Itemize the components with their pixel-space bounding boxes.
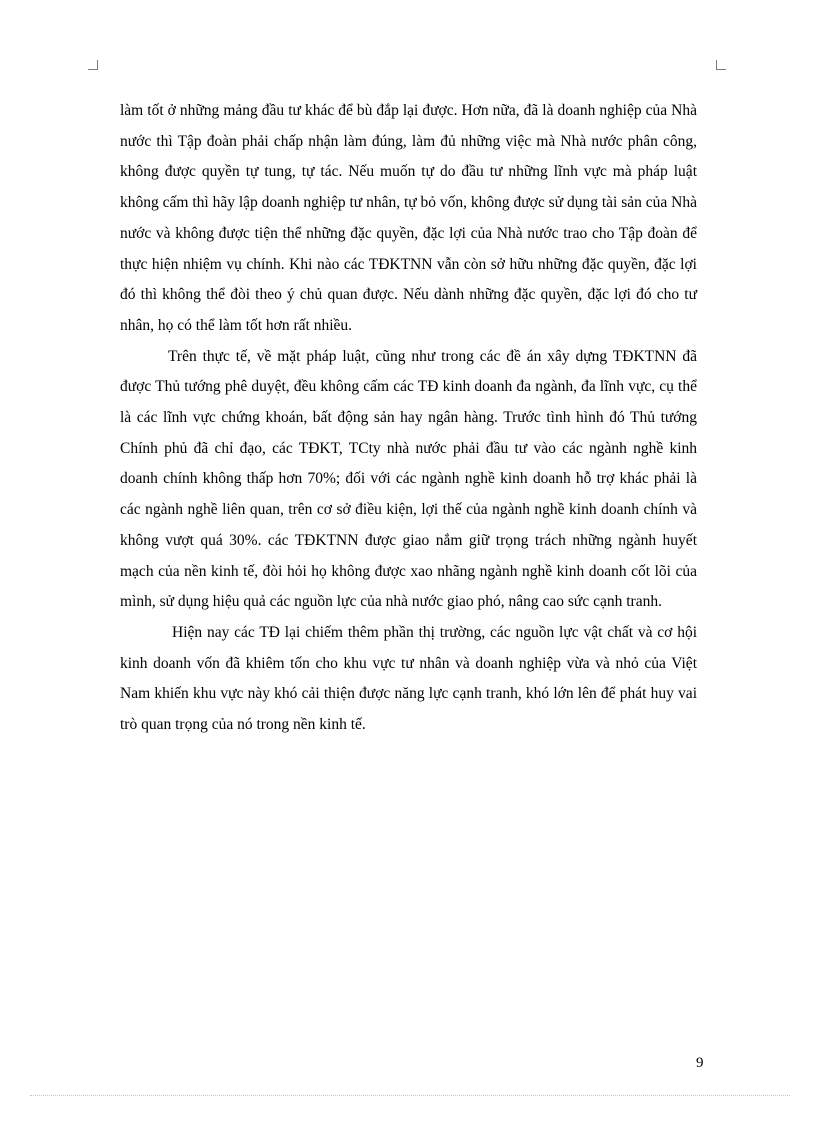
document-body <box>120 96 697 741</box>
page-corner-mark-right <box>716 60 726 70</box>
paragraph-3: Hiện nay các TĐ lại chiếm thêm phần thị trường, các nguồn lực vật chất và cơ hội kinh doanh vốn đã khiêm tốn cho khu vực tư nhân và doanh nghiệp vừa và nhỏ của Việt Nam khiến khu vực này khó cải thiện được năng lực cạnh tranh, khó lớn lên để phát huy vai trò quan trọng của nó trong nền kinh tế. <box>120 623 697 734</box>
page-number: 9 <box>696 1055 704 1071</box>
paragraph-2: Trên thực tế, về mặt pháp luật, cũng như trong các đề án xây dựng TĐKTNN đã được Thủ tướng phê duyệt, đều không cấm các TĐ kinh doanh đa ngành, đa lĩnh vực, cụ thể là các lĩnh vực chứng khoán, bất động sản hay ngân hàng. Trước tình hình đó Thủ tướng Chính phủ đã chỉ đạo, các TĐKT, TCty nhà nước phải đầu tư vào các ngành nghề kinh doanh chính không thấp hơn 70%; đối với các ngành nghề kinh doanh hỗ trợ khác phải là các ngành nghề liên quan, trên cơ sở điều kiện, lợi thế của ngành nghề kinh doanh chính và không vượt quá 30%. các TĐKTNN được giao nắm giữ trọng trách những ngành huyết mạch của nền kinh tế, đòi hỏi họ không được xao nhãng ngành nghề kinh doanh cốt lõi của mình, sử dụng hiệu quả các nguồn lực của nhà nước giao phó, nâng cao sức cạnh tranh. <box>120 347 697 611</box>
paragraph-1: làm tốt ở những mảng đầu tư khác để bù đắp lại được. Hơn nữa, đã là doanh nghiệp của Nhà nước thì Tập đoàn phải chấp nhận làm đúng, làm đủ những việc mà Nhà nước phân công, không được quyền tự tung, tự tác. Nếu muốn tự do đầu tư những lĩnh vực mà pháp luật không cấm thì hãy lập doanh nghiệp tư nhân, tự bỏ vốn, không được sử dụng tài sản của Nhà nước và không được tiện thể những đặc quyền, đặc lợi của Nhà nước trao cho Tập đoàn để thực hiện nhiệm vụ chính. Khi nào các TĐKTNN vẫn còn sở hữu những đặc quyền, đặc lợi đó thì không thể đòi theo ý chủ quan được. Nếu dành những đặc quyền, đặc lợi đó cho tư nhân, họ có thể làm tốt hơn rất nhiều. <box>120 102 697 334</box>
page-bottom-divider <box>30 1095 790 1096</box>
page-corner-mark-left <box>88 60 98 70</box>
